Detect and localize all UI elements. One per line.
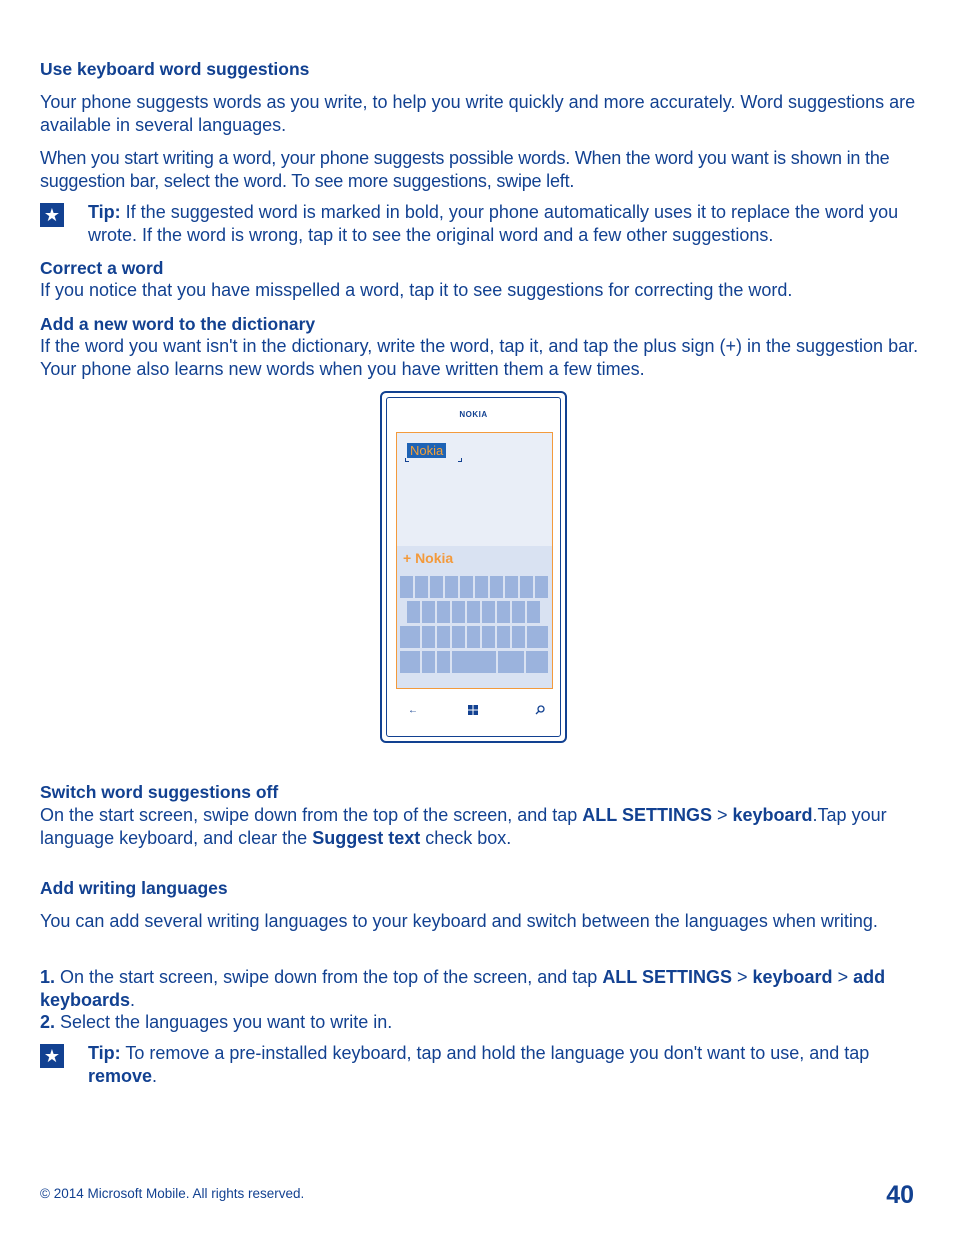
text-run: . [130,990,136,1010]
tip-suggestions [88,201,918,247]
space-key [452,651,496,673]
section-title-suggestions: Use keyboard word suggestions [40,59,310,79]
tip-label: Tip: [88,1043,121,1063]
tip-label: Tip: [88,202,121,222]
text-run: . [152,1066,158,1086]
key [490,576,503,598]
languages-paragraph: You can add several writing languages to your keyboard and switch between the languages when writing. [40,911,878,931]
step-2 [40,1011,920,1034]
key [520,576,533,598]
step-number: 2. [40,1012,56,1032]
phone-screen [396,432,553,689]
key [445,576,458,598]
add-keyboards-term: add keyboards [40,967,886,1010]
keyboard [397,574,552,688]
text-run: On the start screen, swipe down from the top of the screen, and tap [40,805,583,825]
keyboard-term: keyboard [732,805,813,825]
suggestions-paragraph-1: Your phone suggests words as you write, to help you write quickly and more accurately. Word suggestions are available in several languages. [40,92,916,135]
key [437,626,450,648]
text-run: To remove a pre-installed keyboard, tap and hold the language you don't want to use, and tap [120,1043,870,1063]
text-run: check box. [420,828,512,848]
back-icon: ← [408,705,418,716]
selection-handle-right [458,458,462,462]
backspace-key [527,626,548,648]
all-settings-term: ALL SETTINGS [582,805,712,825]
text-run: .Tap your language keyboard, and clear the [40,805,887,848]
key [482,601,495,623]
step-number: 1. [40,967,56,987]
windows-icon [468,705,478,718]
section-title-correct: Correct a word [40,258,164,278]
remove-term: remove [88,1066,153,1086]
shift-key [400,626,420,648]
text-run: On the start screen, swipe down from the top of the screen, and tap [55,967,603,987]
key [407,601,420,623]
text-run: > [832,967,854,987]
key [512,626,525,648]
symbols-key [400,651,420,673]
key [400,576,413,598]
key [467,626,480,648]
enter-key [526,651,548,673]
add-word-paragraph: If the word you want isn't in the dictionary, write the word, tap it, and tap the plus sign (+) in the suggestion bar. Your phone also learns new words when you have written them a few times. [40,336,919,379]
key [422,651,435,673]
key [475,576,488,598]
search-icon [535,705,545,718]
key [422,626,435,648]
copyright: © 2014 Microsoft Mobile. All rights reserved. [40,1186,305,1201]
key [467,601,480,623]
tip-text: If the suggested word is marked in bold, your phone automatically uses it to replace the word you wrote. If the word is wrong, tap it to see the original word and a few other suggestions. [88,202,899,245]
nokia-logo: NOKIA [459,410,488,419]
key [505,576,518,598]
key [527,601,540,623]
star-tip-icon: ★ [40,203,64,227]
section-title-add-word: Add a new word to the dictionary [40,314,316,334]
key [430,576,443,598]
key [497,601,510,623]
text-run: > [732,967,753,987]
typed-word: Nokia [407,443,446,458]
text-run: Select the languages you want to write in. [55,1012,393,1032]
correct-paragraph: If you notice that you have misspelled a word, tap it to see suggestions for correcting the word. [40,280,793,300]
text-run: > [711,805,733,825]
star-tip-icon: ★ [40,1044,64,1068]
selection-handle-left [405,458,409,462]
section-title-languages: Add writing languages [40,878,228,898]
key [452,601,465,623]
step-1 [40,966,920,1012]
key [437,651,450,673]
key [482,626,495,648]
suggest-text-term: Suggest text [312,828,421,848]
all-settings-term: ALL SETTINGS [602,967,732,987]
key [460,576,473,598]
keyboard-term: keyboard [752,967,833,987]
tip-languages [88,1042,918,1088]
key [422,601,435,623]
suggestions-paragraph-2: When you start writing a word, your phone suggests possible words. When the word you want is shown in the suggestion bar, select the word. To see more suggestions, swipe left. [40,148,890,191]
suggestion-add-word: + Nokia [403,550,454,566]
key [498,651,524,673]
key [497,626,510,648]
page-number: 40 [886,1181,914,1209]
suggestion-bar [397,546,552,574]
section-title-switch-off: Switch word suggestions off [40,782,279,802]
key [512,601,525,623]
switch-off-paragraph [40,804,920,850]
key [535,576,548,598]
key [437,601,450,623]
key [415,576,428,598]
key [452,626,465,648]
